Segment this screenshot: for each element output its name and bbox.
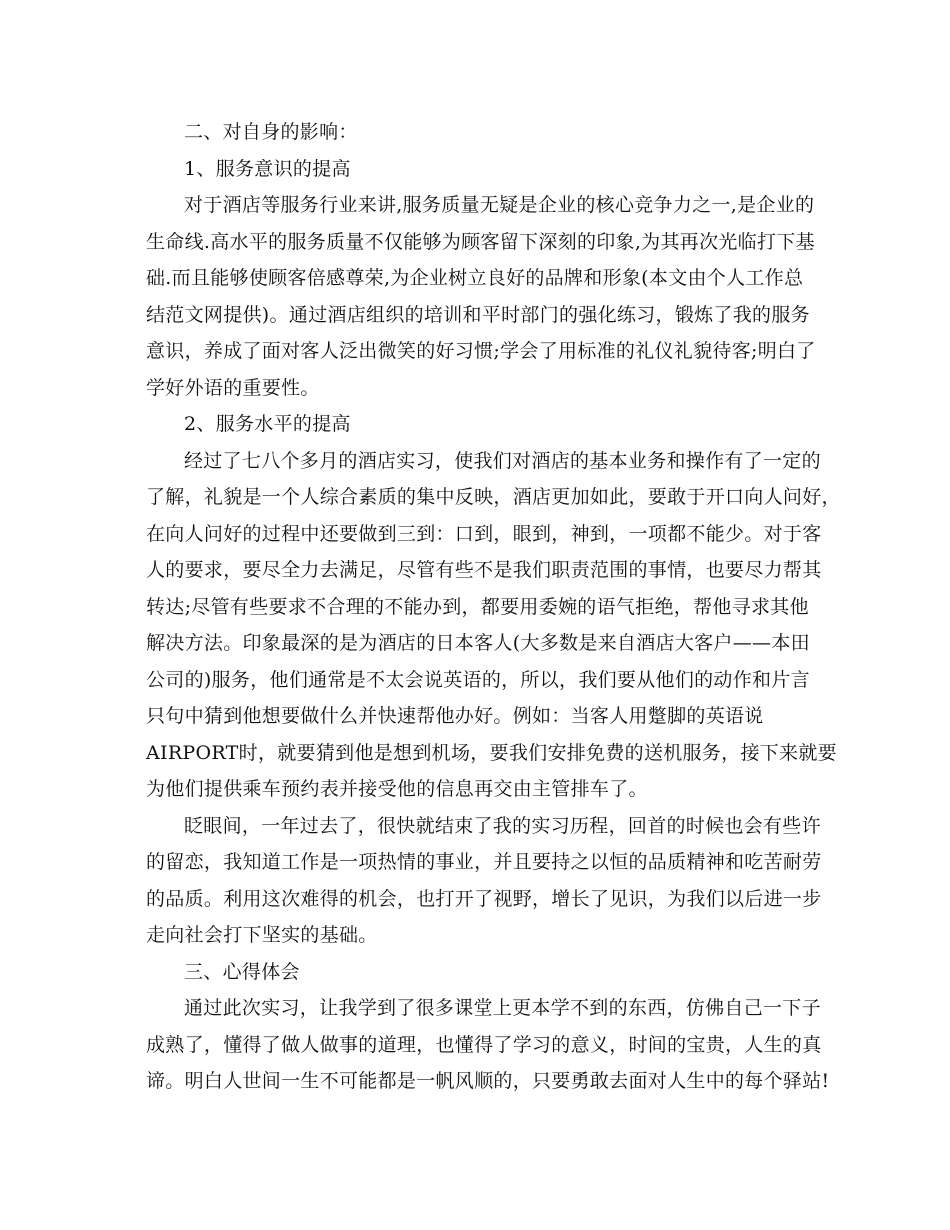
paragraph-line: 结范文网提供)。通过酒店组织的培训和平时部门的强化练习，锻炼了我的服务 — [146, 304, 810, 326]
paragraph-line: 转达;尽管有些要求不合理的不能办到，都要用委婉的语气拒绝，帮他寻求其他 — [146, 596, 809, 618]
section-heading-2: 二、对自身的影响： — [184, 121, 358, 143]
paragraph-line: 经过了七八个多月的酒店实习，使我们对酒店的基本业务和操作有了一定的 — [184, 450, 821, 472]
paragraph-line: 的留恋，我知道工作是一项热情的事业，并且要持之以恒的品质精神和吃苦耐劳 — [146, 851, 822, 873]
paragraph-line: 对于酒店等服务行业来讲,服务质量无疑是企业的核心竞争力之一,是企业的 — [184, 194, 815, 216]
paragraph-line: 成熟了，懂得了做人做事的道理，也懂得了学习的意义，时间的宝贵，人生的真 — [146, 1034, 822, 1056]
paragraph-line: 公司的)服务，他们通常是不太会说英语的，所以，我们要从他们的动作和片言 — [146, 669, 810, 691]
subheading-2: 2、服务水平的提高 — [184, 413, 351, 435]
paragraph-line: 意识，养成了面对客人泛出微笑的好习惯;学会了用标准的礼仪礼貌待客;明白了 — [146, 340, 816, 362]
paragraph-line: AIRPORT时，就要猜到他是想到机场，要我们安排免费的送机服务，接下来就要 — [146, 742, 837, 764]
paragraph-line: 在向人问好的过程中还要做到三到：口到，眼到，神到，一项都不能少。对于客 — [146, 523, 822, 545]
subheading-1: 1、服务意识的提高 — [184, 158, 351, 180]
paragraph-line: 眨眼间，一年过去了，很快就结束了我的实习历程，回首的时候也会有些许 — [184, 815, 821, 837]
section-heading-3: 三、心得体会 — [184, 961, 300, 983]
paragraph-line: 础.而且能够使顾客倍感尊荣,为企业树立良好的品牌和形象(本文由个人工作总 — [146, 267, 804, 289]
paragraph-line: 通过此次实习，让我学到了很多课堂上更本学不到的东西，仿佛自己一下子 — [184, 997, 821, 1019]
paragraph-line: 人的要求，要尽全力去满足，尽管有些不是我们职责范围的事情，也要尽力帮其 — [146, 559, 822, 581]
paragraph-line: 为他们提供乘车预约表并接受他的信息再交由主管排车了。 — [146, 778, 648, 800]
paragraph-line: 谛。明白人世间一生不可能都是一帆风顺的，只要勇敢去面对人生中的每个驿站! — [146, 1070, 830, 1092]
paragraph-line: 学好外语的重要性。 — [146, 377, 320, 399]
paragraph-line: 了解，礼貌是一个人综合素质的集中反映，酒店更加如此，要敢于开口向人问好， — [146, 486, 841, 508]
paragraph-line: 生命线.高水平的服务质量不仅能够为顾客留下深刻的印象,为其再次光临打下基 — [146, 231, 815, 253]
paragraph-line: 走向社会打下坚实的基础。 — [146, 924, 378, 946]
paragraph-line: 的品质。利用这次难得的机会，也打开了视野，增长了见识，为我们以后进一步 — [146, 888, 822, 910]
paragraph-line: 解决方法。印象最深的是为酒店的日本客人(大多数是来自酒店大客户——本田 — [146, 632, 810, 654]
paragraph-line: 只句中猜到他想要做什么并快速帮他办好。例如：当客人用蹩脚的英语说 — [146, 705, 764, 727]
